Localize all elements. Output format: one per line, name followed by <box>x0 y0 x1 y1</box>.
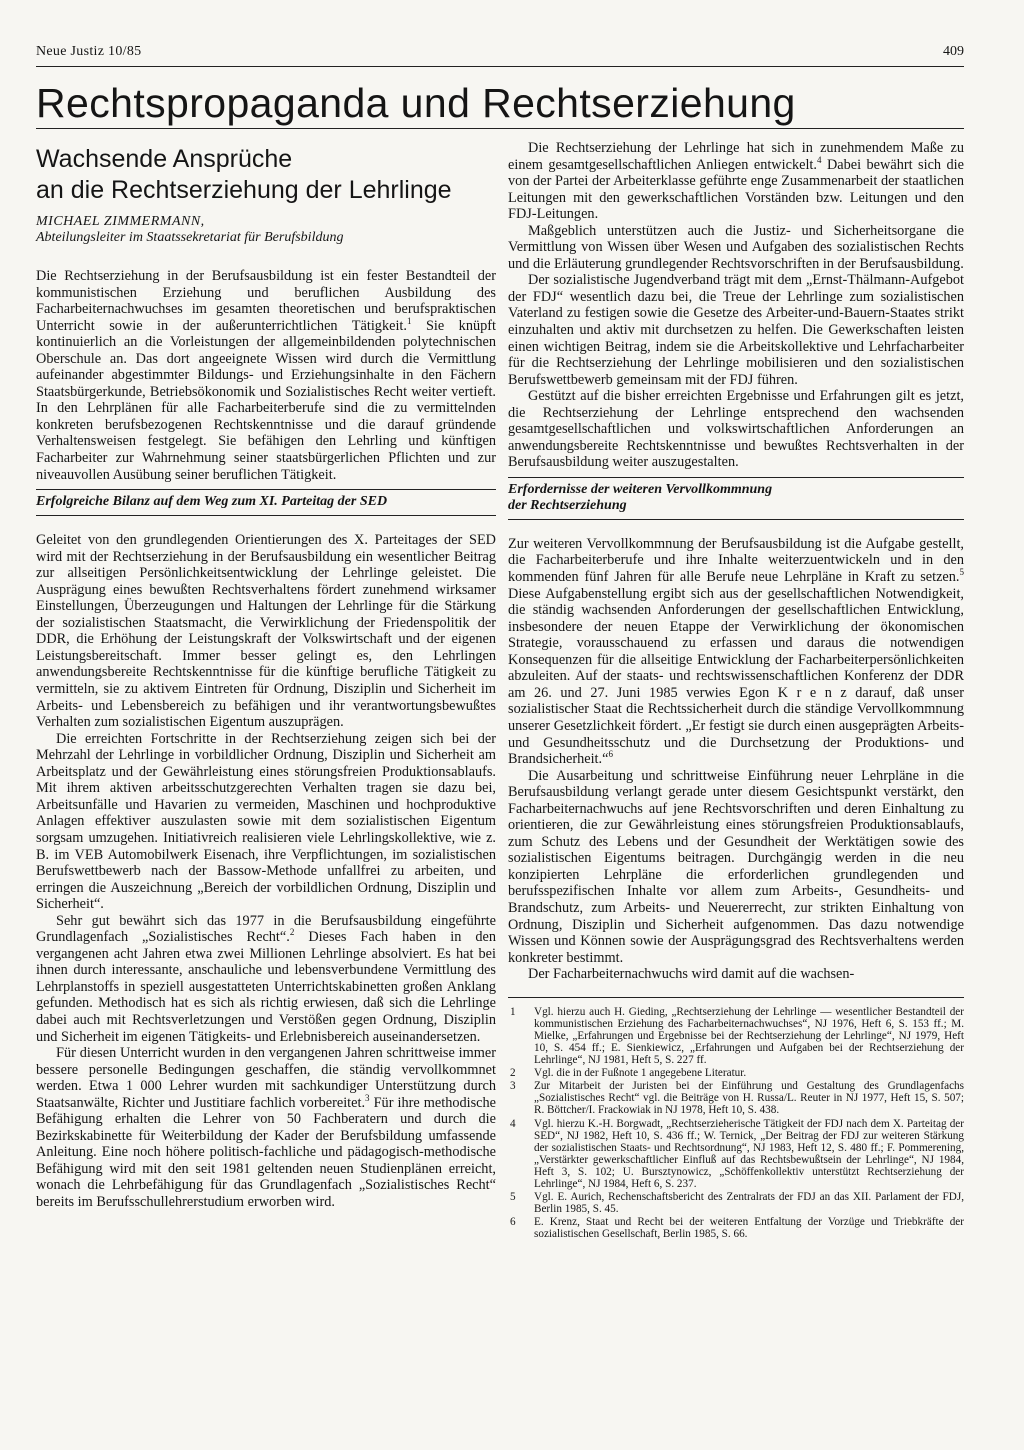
author-role: Abteilungsleiter im Staatssekretariat für Berufsbildung <box>36 230 344 245</box>
footnote-ref: 2 <box>289 927 295 938</box>
body-paragraph: Die erreichten Fortschritte in der Rechtserziehung zeigen sich bei der Mehrzahl der Lehrlinge in vorbildlicher Ordnung, Disziplin und Sicherheit am Arbeitsplatz und der Gewährleistung eines störungsfreien Produktionsablaufs. Mit ihrem aktiven arbeitsschutzgerechten Verhalten tragen sie dazu bei, Arbeitsunfälle und Havarien zu vermeiden, Maschinen und hochproduktive Anlagen effektiver auszulasten sowie mit dem sozialistischen Eigentum sorgsam umzugehen. Initiativreich realisieren viele Lehrlingskollektive, wie z. B. im VEB Automobilwerk Eisenach, ihre Verpflichtungen, im sozialistischen Berufswettbewerb nach der Bassow-Methode unfallfrei zu arbeiten, und erringen die Auszeichnung „Bereich der vorbildlichen Ordnung, Disziplin und Sicherheit“. <box>36 730 496 913</box>
article-title-line: Wachsende Ansprüche <box>36 145 293 173</box>
body-paragraph: Der sozialistische Jugendverband trägt mit dem „Ernst-Thälmann-Aufgebot der FDJ“ wesentlich dazu bei, die Treue der Lehrlinge zum sozialistischen Vaterland zu festigen sowie die Gesetze des Arbeiter-und-Bauern-Staates strikt einzuhalten und aktiv mit durchsetzen zu helfen. Die Gewerkschaften leisten einen wichtigen Beitrag, indem sie die Arbeitskollektive und Lehrfacharbeiter für die Rechtserziehung der Lehrlinge mobilisieren und den sozialistischen Berufswettbewerb gemeinsam mit der FDJ führen. <box>508 272 964 388</box>
section-title: Rechtspropaganda und Rechtserziehung <box>36 80 796 126</box>
body-paragraph: Die Rechtserziehung der Lehrlinge hat sich in zunehmendem Maße zu einem gesamtgesellschaftlichen Anliegen entwickelt.$^4$ Dabei bewährt sich die von der Partei der Arbeiterklasse geführte enge Zusammenarbeit der staatlichen Leitungen mit den gewerkschaftlichen Vorständen bzw. Leitungen und den FDJ-Leitungen. <box>508 140 964 223</box>
footnote-ref: 6 <box>608 749 613 760</box>
body-paragraph: Der Facharbeiternachwuchs wird damit auf die wachsen- <box>528 966 855 983</box>
header-rule <box>36 66 964 67</box>
subhead-block <box>36 489 496 516</box>
footnote-ref: 3 <box>365 1092 370 1103</box>
right-column <box>508 140 964 1241</box>
section-rule <box>36 128 964 129</box>
left-column <box>36 140 496 1211</box>
journal-name: Neue Justiz 10/85 <box>36 44 142 59</box>
running-header <box>36 44 964 68</box>
article-title <box>36 144 496 206</box>
footnote: 6 E. Krenz, Staat und Recht bei der weiteren Entfaltung der Vorzüge und Triebkräfte der sozialistischen Gesellschaft, Berlin 1985, S. 66. <box>510 1216 964 1241</box>
page-number: 409 <box>943 44 964 59</box>
body-paragraph: Die Ausarbeitung und schrittweise Einführung neuer Lehrpläne in die Berufsausbildung verlangt gerade unter diesem Gesichtspunkt verstärkt, den Facharbeiternachwuchs auf jene Rechtsvorschriften und deren Einhaltung zu orientieren, die zur Gewährleistung eines störungsfreien Produktionsablaufs, zum Schutz des Lebens und der Gesundheit der Werktätigen sowie des sozialistischen Eigentums beitragen. Durchgängig werden in die neu konzipierten Lehrpläne die erforderlichen grundlegenden und berufsspezifischen Inhalte vor allem zum Arbeits-, Gesundheits- und Brandschutz, zum Arbeits- und Neuererrecht, zur strikten Einhaltung von Ordnung, Disziplin und Sicherheit aufgenommen. Das dazu notwendige Wissen und Können sowie der Ausprägungsgrad des Rechtsverhaltens werden konkreter bestimmt. <box>508 767 964 966</box>
footnote: 1 Vgl. hierzu auch H. Gieding, „Rechtserziehung der Lehrlinge — wesentlicher Bestandteil der kommunistischen Erziehung des Facharbeiternachwuchses“, NJ 1976, Heft 6, S. 153 ff.; M. Mielke, „Erfahrungen und Ergebnisse bei der Rechtserziehung der Lehrlinge“, NJ 1979, Heft 10, S. 454 ff.; E. Sienkiewicz, „Erfahrungen und Aufgaben bei der Rechtserziehung der Lehrlinge“, NJ 1981, Heft 5, S. 227 ff. <box>510 1005 964 1067</box>
footnotes <box>508 997 964 1241</box>
body-paragraph: Gestützt auf die bisher erreichten Ergebnisse und Erfahrungen gilt es jetzt, die Rechtserziehung der Lehrlinge entsprechend den wachsenden gesamtgesellschaftlichen und volkswirtschaftlichen Anforderungen an anwendungsbereite Rechtskenntnisse und bewußtes Rechtsverhalten in der Berufsausbildung weiter auszugestalten. <box>508 388 964 471</box>
subheading: Erfolgreiche Bilanz auf dem Weg zum XI. Parteitag der SED <box>36 494 388 510</box>
footnote-ref: 4 <box>816 154 822 165</box>
author-name: MICHAEL ZIMMERMANN, <box>36 214 205 229</box>
body-paragraph: Für diesen Unterricht wurden in den vergangenen Jahren schrittweise immer bessere personelle Bedingungen geschaffen, die ständig vervollkommnet werden. Etwa 1 000 Lehrer wurden mit sachkundiger Unterstützung durch Staatsanwälte, Richter und Justitiare fachlich vorbereitet.$^3$ Für ihre methodische Befähigung erhalten die Lehrer von 50 Fachberatern und durch die Bezirkskabinette für Weiterbildung der Kader der Berufsbildung umfassende Anleitung. Eine noch höhere politisch-fachliche und pädagogisch-methodische Befähigung wird mit den seit 1981 geltenden neuen Studienplänen erreicht, wonach die Lehrbefähigung für das Grundlagenfach „Sozialistisches Recht“ bereits im Berufsschullehrerstudium erworben wird. <box>36 1045 497 1210</box>
subhead-block <box>508 477 964 520</box>
subheading: Erfordernisse der weiteren Vervollkommnung der Rechtserziehung <box>508 481 773 513</box>
footnote: 2 Vgl. die in der Fußnote 1 angegebene Literatur. <box>510 1067 747 1080</box>
footnote: 3 Zur Mitarbeit der Juristen bei der Einführung und Gestaltung des Grundlagenfachs „Sozialistisches Recht“ vgl. die Beiträge von H. Russa/L. Reuter in NJ 1977, Heft 15, S. 507; R. Böttcher/I. Frackowiak in NJ 1978, Heft 10, S. 438. <box>510 1080 964 1117</box>
article-title-line: an die Rechtserziehung der Lehrlinge <box>36 176 452 204</box>
footnote-ref: 1 <box>406 315 412 326</box>
body-paragraph: Zur weiteren Vervollkommnung der Berufsausbildung ist die Aufgabe gestellt, die Facharbeiterberufe und ihre Inhalte weiterzuentwickeln und in den kommenden fünf Jahren für alle Berufe neue Lehrpläne in Kraft zu setzen.$^5$ Diese Aufgabenstellung ergibt sich aus der gesellschaftlichen Notwendigkeit, die ständig wachsenden Anforderungen der gesellschaftlichen Entwicklung, insbesondere der neuen Etappe der Verwirklichung der ökonomischen Strategie, vorausschauend zu erfassen und daraus die notwendigen Konsequenzen für die allseitige Entwicklung der Facharbeiterpersönlichkeiten abzuleiten. Auf der staats- und rechtswissenschaftlichen Konferenz der DDR am 26. und 27. Juni 1985 verwies Egon K r e n z darauf, daß unser sozialistischer Staat die Rechtssicherheit durch die ständige Vervollkommnung unserer Gesetzlichkeit fördert. „Er festigt sie durch einen ausgeprägten Arbeits- und Gesundheitsschutz und die Durchsetzung der Produktions- und Brandsicherheit.“$^6$ <box>508 535 964 768</box>
body-paragraph: Sehr gut bewährt sich das 1977 in die Berufsausbildung eingeführte Grundlagenfach „Sozialistisches Recht“.$^2$ Dieses Fach haben in den vergangenen acht Jahren etwa zwei Millionen Lehrlinge absolviert. Es hat bei ihnen durch interessante, anschauliche und lebensverbundene Vermittlung des Lehrplanstoffs in speziell ausgestatteten Unterrichtskabinetten großen Anklang gefunden. Methodisch hat es sich als richtig erwiesen, daß sich die Lehrlinge dabei auch mit Rechtsverletzungen und Verstößen gegen Ordnung, Disziplin und Sicherheit im eigenen Tätigkeits- und Erlebnisbereich auseinandersetzen. <box>36 912 496 1045</box>
body-paragraph: Geleitet von den grundlegenden Orientierungen des X. Parteitages der SED wird mit der Rechtserziehung in der Berufsausbildung ein wesentlicher Beitrag zur allseitigen Persönlichkeitsentwicklung der Lehrlinge geleistet. Die Ausprägung eines bewußten Rechtsverhaltens fördert zunehmend wirksamer Einstellungen, Überzeugungen und Haltungen der Lehrlinge für die Stärkung der sozialistischen Staatsmacht, die Verwirklichung der Friedenspolitik der DDR, die Erhöhung der Leistungskraft der Volkswirtschaft und der eigenen Leistungsbereitschaft. Immer besser gelingt es, den Lehrlingen anwendungsbereite Rechtskenntnisse für die künftige berufliche Tätigkeit zu vermitteln, sie zu aktivem Eintreten für Ordnung, Disziplin und Sicherheit im Arbeits- und Lebensbereich zu befähigen und ihr verantwortungsbewußtes Verhalten zum sozialistischen Eigentum auszuprägen. <box>36 532 496 731</box>
footnote-ref: 5 <box>959 567 964 578</box>
footnote: 4 Vgl. hierzu K.-H. Borgwadt, „Rechtserzieherische Tätigkeit der FDJ nach dem X. Parteitag der SED“, NJ 1982, Heft 10, S. 436 ff.; W. Ternick, „Der Beitrag der FDJ zur weiteren Stärkung der sozialistischen Staats- und Rechtsordnung“, NJ 1983, Heft 12, S. 480 ff.; F. Pommerening, „Verstärkter gewerkschaftlicher Einfluß auf das Rechtsbewußtsein der Lehrlinge“, NJ 1984, Heft 3, S. 102; U. Bursztynowicz, „Schöffenkollektiv unterstützt Rechtserziehung der Lehrlinge“, NJ 1984, Heft 6, S. 237. <box>510 1117 964 1191</box>
body-paragraph: Maßgeblich unterstützen auch die Justiz- und Sicherheitsorgane die Vermittlung von Wissen über Wesen und Aufgaben des sozialistischen Rechts und die Erläuterung grundlegender Rechtsvorschriften in der Berufsausbildung. <box>508 222 964 272</box>
intro-paragraph: Die Rechtserziehung in der Berufsausbildung ist ein fester Bestandteil der kommunistischen Erziehung und beruflichen Ausbildung des Facharbeiternachwuchses im gesamten theoretischen und berufspraktischen Unterricht sowie in der außerunterrichtlichen Tätigkeit.$^1$ Sie knüpft kontinuierlich an die Vorleistungen der allgemeinbildenden polytechnischen Oberschule an. Das dort angeeignete Wissen wird durch die Vermittlung aufeinander abgestimmter Bildungs- und Erziehungsinhalte in den Fächern Staatsbürgerkunde, Betriebsökonomik und Sozialistisches Recht weiter vertieft. In den Lehrplänen für alle Facharbeiterberufe sind die zu vermittelnden konkreten berufsbezogenen Rechtskenntnisse und die darauf gründende Verhaltensweisen festgelegt. Sie befähigen den Lehrling und künftigen Facharbeiter zur Wahrnehmung seiner staatsbürgerlichen Pflichten und zur niveauvollen Ausübung seiner beruflichen Tätigkeit. <box>36 268 496 483</box>
footnote: 5 Vgl. E. Aurich, Rechenschaftsbericht des Zentralrats der FDJ an das XII. Parlament der FDJ, Berlin 1985, S. 45. <box>510 1191 964 1216</box>
